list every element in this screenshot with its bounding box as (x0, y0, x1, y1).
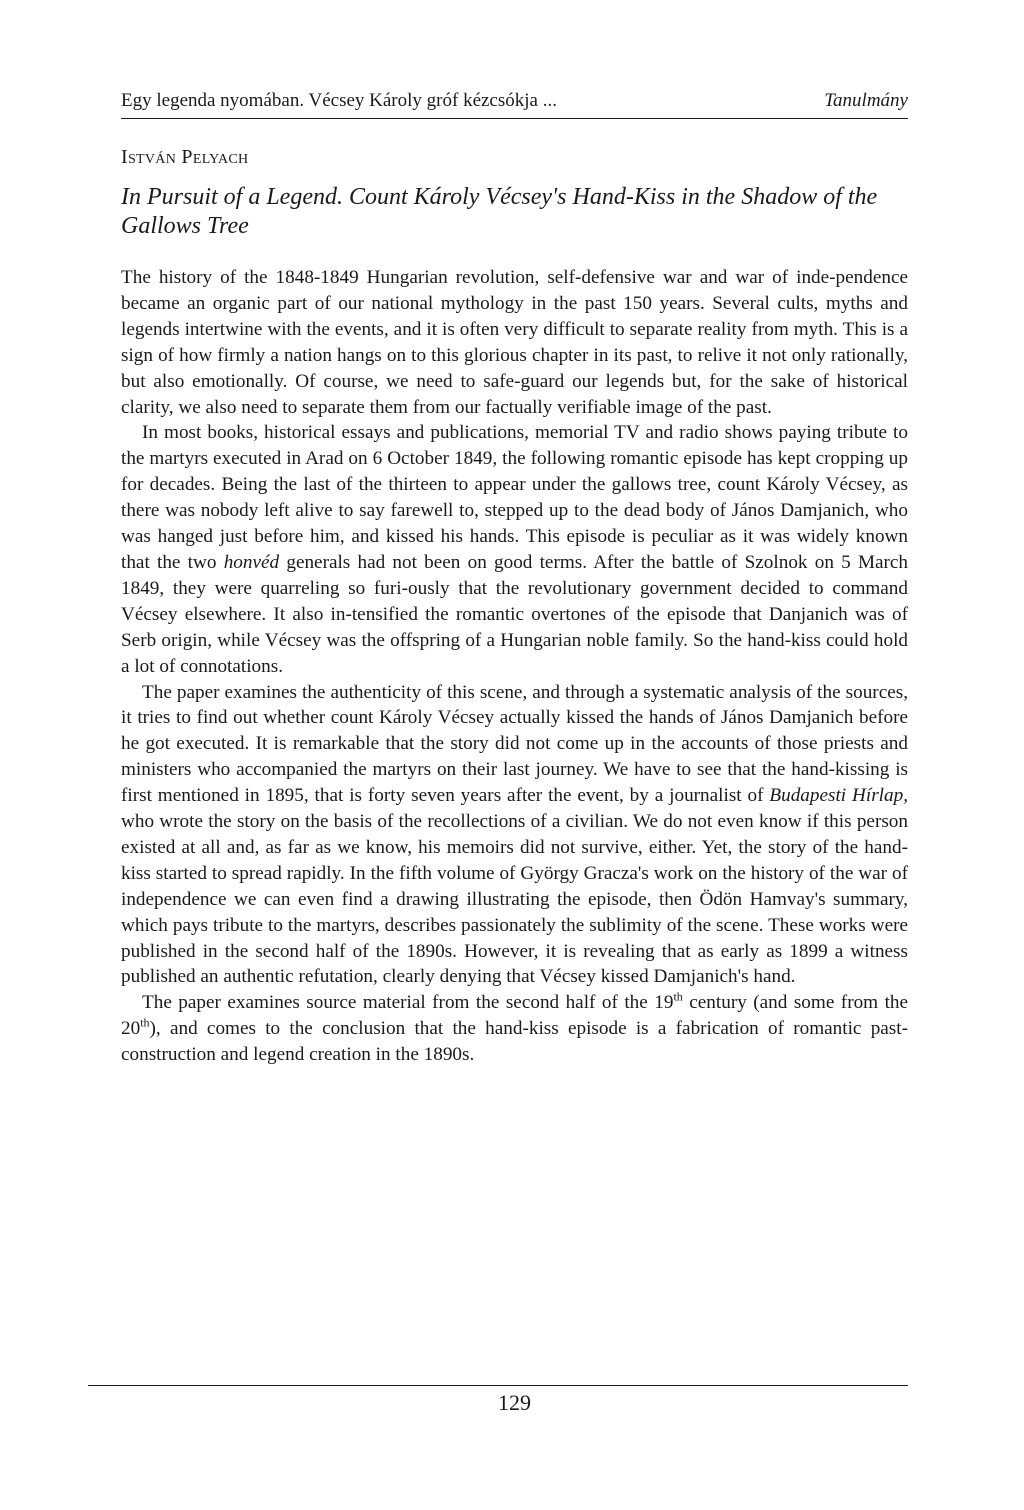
article-title: In Pursuit of a Legend. Count Károly Vécsey's Hand-Kiss in the Shadow of the Gallows Tree (121, 184, 878, 239)
paragraph-3-italic: Budapesti Hírlap, (769, 785, 908, 807)
paragraph-4-sup-1: th (673, 989, 683, 1004)
paragraph-3-text-b: who wrote the story on the basis of the recollections of a civilian. We do not even know if this person existed at all and, as far as we know, his memoirs did not survive, either. Yet, the story of the hand-kiss started to spread rapidly. In the fifth volume of György Gracza's work on the history of the war of independence we can even find a drawing illustrating the episode, then Ödön Hamvay's summary, which pays tribute to the martyrs, describes passionately the sublimity of the scene. These works were published in the second half of the 1890s. However, it is revealing that as early as 1899 a witness published an authentic refutation, clearly denying that Vécsey kissed Damjanich's hand. (121, 811, 908, 988)
paragraph-4 (121, 990, 908, 1068)
document-page (121, 0, 908, 1510)
running-header (121, 84, 908, 119)
paragraph-2 (121, 420, 908, 679)
page-number: 129 (498, 1390, 531, 1415)
paragraph-3 (121, 680, 908, 991)
paragraph-2-italic: honvéd (223, 551, 280, 573)
paragraph-4-text-a: The paper examines source material from the second half of the 19 (142, 992, 674, 1014)
paragraph-3-text-a: The paper examines the authenticity of this scene, and through a systematic analysis of the sources, it tries to find out whether count Károly Vécsey actually kissed the hands of János Damjanich before he got executed. It is remarkable that the story did not come up in the accounts of those priests and ministers who accompanied the martyrs on their last journey. We have to see that the hand-kissing is first mentioned in 1895, that is forty seven years after the event, by a journalist of (121, 681, 908, 807)
paragraph-4-text-c: ), and comes to the conclusion that the hand-kiss episode is a fabrication of romantic past-construction and legend creation in the 1890s. (121, 1018, 908, 1066)
paragraph-1-text: The history of the 1848-1849 Hungarian revolution, self-defensive war and war of inde-pendence became an organic part of our national mythology in the past 150 years. Several cults, myths and legends intertwine with the events, and it is often very difficult to separate reality from myth. This is a sign of how firmly a nation hangs on to this glorious chapter in its past, to relive it not only rationally, but also emotionally. Of course, we need to safe-guard our legends but, for the sake of historical clarity, we also need to separate them from our factually verifiable image of the past. (121, 267, 908, 418)
paragraph-2-text-b: generals had not been on good terms. After the battle of Szolnok on 5 March 1849, they were quarreling so furi-ously that the revolutionary government decided to command Vécsey elsewhere. It also in-tensified the romantic overtones of the episode that Danjanich was of Serb origin, while Vécsey was the offspring of a Hungarian noble family. So the hand-kiss could hold a lot of connotations. (121, 551, 909, 677)
abstract-body (121, 265, 908, 1068)
paragraph-1 (121, 265, 908, 420)
paragraph-4-sup-2: th (140, 1015, 150, 1030)
paragraph-2-text-a: In most books, historical essays and publications, memorial TV and radio shows paying tribute to the martyrs executed in Arad on 6 October 1849, the following romantic episode has kept cropping up for decades. Being the last of the thirteen to appear under the gallows tree, count Károly Vécsey, as there was nobody left alive to say farewell to, stepped up to the dead body of János Damjanich, who was hanged just before him, and kissed his hands. This episode is peculiar as it was widely known that the two (121, 422, 908, 573)
footer-rule (88, 1385, 908, 1386)
running-head-title: Egy legenda nyomában. Vécsey Károly gróf kézcsókja ... (121, 90, 557, 111)
author-name: István Pelyach (121, 146, 249, 168)
paragraph-4-text-b: century (and some from the 20 (121, 992, 909, 1040)
running-head-section: Tanulmány (824, 90, 908, 111)
